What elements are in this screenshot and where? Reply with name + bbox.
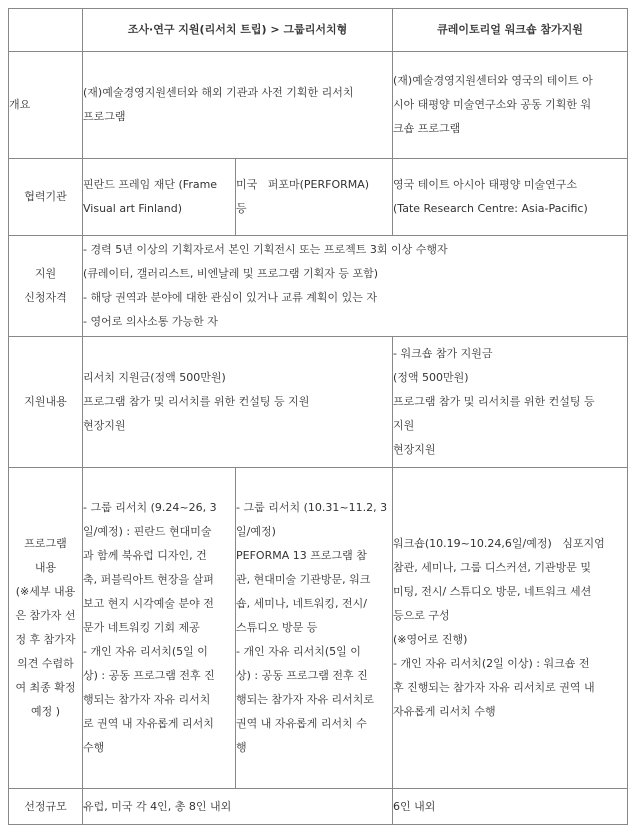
program-finland: - 그룹 리서치 (9.24~26, 3 일/예정) : 핀란드 현대미술 과 함께 북유럽 디자인, 건 축, 퍼블릭아트 현장을 살펴 보고 현지 시각예술 분야 전 문가 네트워킹 기회 제공 - 개인 자유 리서치(5일 이 상) : 공동 프로그램 전후 진 행되는 참가자 자유 리서치 로 권역 내 자유롭게 리서치 수행 [83,468,236,789]
program-workshop: 워크숍(10.19~10.24,6일/예정) 심포지엄 참관, 세미나, 그룹 디스커션, 기관방문 및 미팅, 전시/ 스튜디오 방문, 네트워크 세션 등으로 구성 (※영어로 진행) - 개인 자유 리서치(2일 이상) : 워크숍 전 후 진행되는 참가자 자유 리서치로 권역 내 자유롭게 리서치 수행 [393,468,628,789]
selection-research-trip: 유럽, 미국 각 4인, 총 8인 내외 [83,789,393,825]
header-research-trip: 조사·연구 지원(리서치 트립) > 그룹리서치형 [83,9,393,52]
partners-workshop: 영국 테이트 아시아 태평양 미술연구소 (Tate Research Centre: Asia-Pacific) [393,159,628,236]
partners-usa: 미국 퍼포마(PERFORMA) 등 [236,159,393,236]
header-workshop: 큐레이토리얼 워크숍 참가지원 [393,9,628,52]
selection-workshop: 6인 내외 [393,789,628,825]
support-workshop: - 워크숍 참가 지원금 (정액 500만원) 프로그램 참가 및 리서치를 위한 컨설팅 등 지원 현장지원 [393,337,628,468]
program-label: 프로그램 내용 (※세부 내용 은 참가자 선 정 후 참가자 의견 수렴하 여 최종 확정 예정 ) [9,468,83,789]
selection-label: 선정규모 [9,789,83,825]
partners-label: 협력기관 [9,159,83,236]
eligibility-text: - 경력 5년 이상의 기획자로서 본인 기획전시 또는 프로젝트 3회 이상 수행자 (큐레이터, 갤러리스트, 비엔날레 및 프로그램 기획자 등 포함) - 해당 권역과 분야에 대한 관심이 있거나 교류 계획이 있는 자 - 영어로 의사소통 가능한 자 [83,236,628,337]
overview-label: 개요 [9,52,83,159]
program-comparison-table [8,8,628,825]
eligibility-label: 지원 신청자격 [9,236,83,337]
support-research-trip: 리서치 지원금(정액 500만원) 프로그램 참가 및 리서치를 위한 컨설팅 등 지원 현장지원 [83,337,393,468]
overview-research-trip: (재)예술경영지원센터와 해외 기관과 사전 기획한 리서치 프로그램 [83,52,393,159]
overview-workshop: (재)예술경영지원센터와 영국의 테이트 아 시아 태평양 미술연구소와 공동 기획한 워 크숍 프로그램 [393,52,628,159]
header-empty-cell [9,9,83,52]
support-label: 지원내용 [9,337,83,468]
program-usa: - 그룹 리서치 (10.31~11.2, 3 일/예정) PEFORMA 13 프로그램 참 관, 현대미술 기관방문, 워크 숍, 세미나, 네트워킹, 전시/ 스튜디오 방문 등 - 개인 자유 리서치(5일 이 상) : 공동 프로그램 전후 진 행되는 참가자 자유 리서치로 권역 내 자유롭게 리서치 수 행 [236,468,393,789]
partners-finland: 핀란드 프레임 재단 (Frame Visual art Finland) [83,159,236,236]
